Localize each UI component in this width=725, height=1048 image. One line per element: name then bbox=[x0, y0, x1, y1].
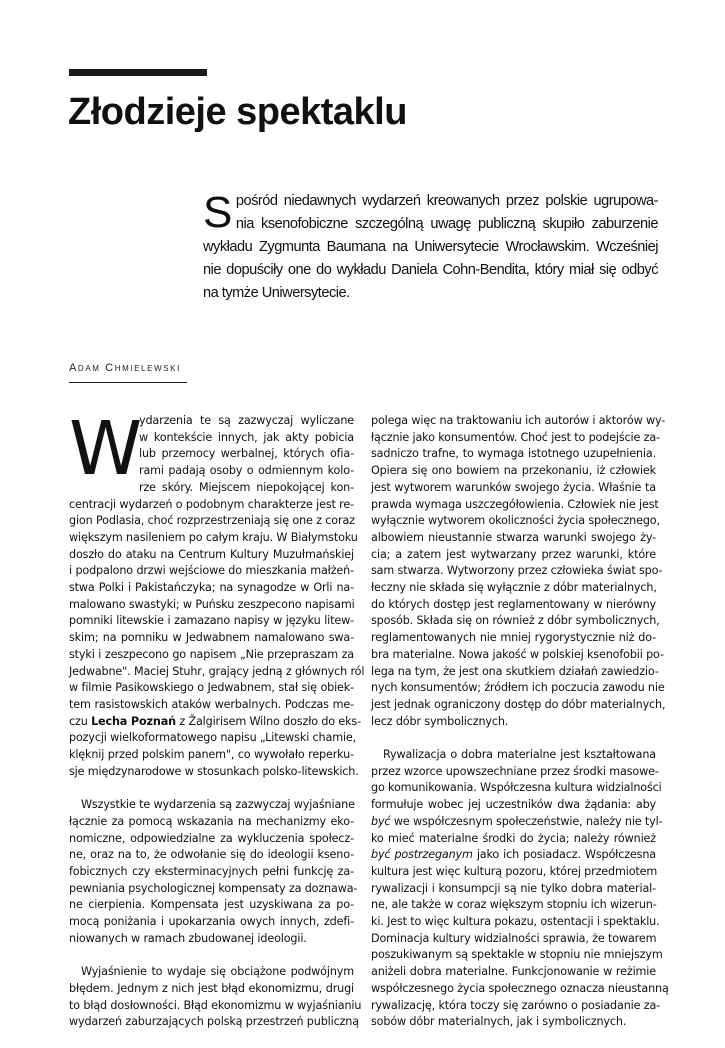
text-line: tem rasistowskich ataków werbalnych. Podczas me- bbox=[69, 697, 354, 711]
text-fragment: z Žalgirisem Wilno doszło do eks- bbox=[175, 714, 361, 728]
club-name: Lecha Poznań bbox=[91, 714, 176, 728]
lead-line: nia ksenofobiczne szczególną uwagę publiczną skupiło zaburzenie bbox=[235, 216, 658, 232]
text-line: formułuje wobec jej uczestników dwa żądania: aby bbox=[371, 798, 656, 812]
text-line: klęknij przed polskim panem", co wywołało reperku- bbox=[69, 748, 354, 762]
text-line: rywalizacji i konsumpcji są nie tylko dobra material- bbox=[371, 881, 656, 895]
left-column bbox=[69, 406, 365, 1048]
text-line: przez wzorce upowszechniane przez środki masowe- bbox=[371, 764, 659, 778]
text-line: ne cierpienia. Kompensata jest uzyskiwana za po- bbox=[69, 898, 354, 912]
right-column bbox=[371, 413, 669, 1048]
text-line: aniżeli dobra materialne. Funkcjonowanie w reżimie bbox=[371, 965, 656, 979]
text-line: ne, ale także w coraz większym stopniu ich wizerun- bbox=[371, 898, 657, 912]
text-line: doszło do ataku na Centrum Kultury Muzułmańskiej bbox=[69, 547, 354, 561]
paragraph bbox=[371, 747, 669, 1031]
text-line: Rywalizacja o dobra materialne jest kształtowana bbox=[383, 748, 656, 762]
text-line: sobów dóbr materialnych, jak i symbolicznych. bbox=[371, 1015, 627, 1029]
text-line: jest jednak ograniczony dostęp do dóbr materialnych, bbox=[371, 697, 666, 711]
text-line: gion Podlasia, choć rozprzestrzeniają się one z coraz bbox=[69, 514, 355, 528]
text-line: centracji wydarzeń o podobnym charakterze jest re- bbox=[69, 497, 354, 511]
text-line: łeczny nie składa się wyłącznie z dóbr materialnych, bbox=[371, 581, 657, 595]
text-line: Opiera się ono bowiem na przekonaniu, iż człowiek bbox=[371, 464, 656, 478]
text-line: niowanych w ramach zbudowanej ideologii. bbox=[69, 931, 307, 945]
text-line: sam stwarza. Wytworzony przez człowieka świat spo- bbox=[371, 564, 663, 578]
text-line: sje międzynarodowe w stosunkach polsko-litewskich. bbox=[69, 764, 359, 778]
text-line: bra materialne. Nowa jakość w polskiej ksenofobii po- bbox=[371, 647, 664, 661]
text-line: lub przemocy werbalnej, których ofia- bbox=[139, 447, 354, 461]
lead-line: pośród niedawnych wydarzeń kreowanych przez polskie ugrupowa- bbox=[235, 193, 658, 209]
text-line: w kontekście innych, jak akty pobicia bbox=[139, 430, 354, 444]
text-line: nych konsumentów; źródłem ich poczucia zawodu nie bbox=[371, 681, 665, 695]
text-line: ne, oraz na to, że odwołanie się do ideologii kseno- bbox=[69, 848, 354, 862]
text-line: lega na tym, że jest ona skutkiem działań zawiedzio- bbox=[371, 664, 659, 678]
text-line bbox=[371, 814, 663, 831]
paragraph bbox=[371, 413, 666, 730]
article-title: Złodzieje spektaklu bbox=[68, 91, 407, 133]
text-line: albowiem nieustannie stwarza warunki swojego ży- bbox=[371, 530, 656, 544]
text-line: prawda wymaga uszczegółowienia. Człowiek nie jest bbox=[371, 497, 659, 511]
text-line: do których dostęp jest reglamentowany w nierówny bbox=[371, 597, 656, 611]
text-line: sadniczo trafne, to wymaga istotnego uzupełnienia. bbox=[371, 447, 656, 461]
text-line: skim; na pomniku w Jedwabnem namalowano swa- bbox=[69, 631, 354, 645]
text-line: pewniania psychologicznej kompensaty za doznawa- bbox=[69, 881, 358, 895]
text-line: większym nasileniem po całym kraju. W Białymstoku bbox=[69, 530, 358, 544]
text-line: go komunikowania. Współczesna kultura widzialności bbox=[371, 781, 662, 795]
text-line: fobicznych czy eksterminacyjnych pełni funkcję za- bbox=[69, 864, 354, 878]
text-line: rami padają osoby o odmiennym kolo- bbox=[139, 464, 354, 478]
text-line: i podpalono drzwi wejściowe do mieszkania małżeń- bbox=[69, 564, 354, 578]
text-line: malowano swastyki; w Puńsku zeszpecono napisami bbox=[69, 597, 355, 611]
text-line: reglamentowanych nie mniej rygorystycznie niż do- bbox=[371, 631, 656, 645]
text-line: mocą poniżania i upokarzania owych innych, zdefi- bbox=[69, 915, 354, 929]
text-line: to błąd dosłowności. Błąd ekonomizmu w wyjaśnianiu bbox=[69, 998, 362, 1012]
text-line: jest wytworem warunków swojego życia. Właśnie ta bbox=[371, 480, 656, 494]
lead-line: na tymże Uniwersytecie. bbox=[203, 285, 350, 301]
text-fragment: jako ich posiadacz. Współczesna bbox=[472, 848, 656, 862]
text-line: sposób. Składa się on również z dóbr symbolicznych, bbox=[371, 614, 660, 628]
lead-line: nie dopuściły one do wykładu Daniela Cohn-Bendita, który miał się odbyć bbox=[203, 262, 658, 278]
body-dropcap: W bbox=[69, 406, 143, 492]
text-line: kultura jest więc kulturą pozoru, której przedmiotem bbox=[371, 864, 658, 878]
text-line: współczesnego życia społecznego oznacza nieustanną bbox=[371, 981, 669, 995]
text-line: w filmie Pasikowskiego o Jedwabnem, stał się obiek- bbox=[69, 681, 354, 695]
article-lead bbox=[203, 190, 658, 305]
text-line: ydarzenia te są zazwyczaj wyliczane bbox=[139, 414, 354, 427]
text-line: pozycji wielkoformatowego napisu „Litewski chamie, bbox=[69, 731, 357, 745]
text-line: Wszystkie te wydarzenia są zazwyczaj wyjaśniane bbox=[81, 798, 355, 812]
author-name: Adam Chmielewski bbox=[69, 362, 181, 374]
text-fragment: we współczesnym społeczeństwie, należy nie tyl- bbox=[390, 814, 663, 828]
text-line: nomiczne, odpowiedzialne za wykluczenia społecz- bbox=[69, 831, 354, 845]
text-line: cia; a zatem jest wytwarzany przez warunki, które bbox=[371, 547, 656, 561]
text-line bbox=[69, 714, 361, 731]
text-line: rywalizację, która toczy się zarówno o posiadanie za- bbox=[371, 998, 661, 1012]
text-line: polega więc na traktowaniu ich autorów i aktorów wy- bbox=[371, 414, 666, 427]
paragraph bbox=[69, 964, 362, 1031]
paragraph bbox=[69, 406, 365, 780]
text-line: wyłącznie wytworem okoliczności życia społecznego, bbox=[371, 514, 660, 528]
text-line bbox=[371, 847, 656, 864]
text-line: Dominacja kultury widzialności sprawia, że towarem bbox=[371, 931, 657, 945]
text-line: lecz dóbr symbolicznych. bbox=[371, 714, 509, 728]
text-line: błędem. Jednym z nich jest błąd ekonomizmu, drugi bbox=[69, 981, 354, 995]
paragraph bbox=[69, 797, 358, 947]
text-line: łącznie jako konsumentów. Choć jest to podejście za- bbox=[371, 430, 660, 444]
text-fragment: czu bbox=[69, 714, 92, 728]
lead-dropcap: S bbox=[203, 188, 232, 237]
text-line: pomniki litewskie i zamazano napisy w języku litew- bbox=[69, 614, 354, 628]
top-rule-decoration bbox=[69, 69, 207, 76]
text-line: rze skóry. Miejscem niepokojącej kon- bbox=[139, 480, 354, 494]
text-line: Wyjaśnienie to wydaje się obciążone podwójnym bbox=[81, 965, 354, 979]
text-line: ko mieć materialne środki do życia; należy również bbox=[371, 831, 656, 845]
text-line: poszukiwanym są spektakle w stopniu nie mniejszym bbox=[371, 948, 663, 962]
emphasis: być bbox=[371, 814, 391, 828]
text-line: łącznie za pomocą wskazania na mechanizmy eko- bbox=[69, 814, 354, 828]
text-line: wydarzeń zaburzających polską przestrzeń publiczną bbox=[69, 1015, 359, 1029]
lead-line: wykładu Zygmunta Baumana na Uniwersytecie Wrocławskim. Wcześniej bbox=[203, 239, 658, 255]
text-line: Jedwabne". Maciej Stuhr, grający jedną z głównych ról bbox=[69, 664, 365, 678]
text-line: stwa Polki i Pakistańczyka; na synagodze w Orli na- bbox=[69, 581, 354, 595]
text-line: styki i zeszpecono go napisem „Nie przepraszam za bbox=[69, 647, 354, 661]
emphasis: być postrzeganym bbox=[371, 848, 473, 862]
author-rule bbox=[69, 382, 187, 383]
text-line: ki. Jest to więc kultura pokazu, ostentacji i spektaklu. bbox=[371, 915, 660, 929]
